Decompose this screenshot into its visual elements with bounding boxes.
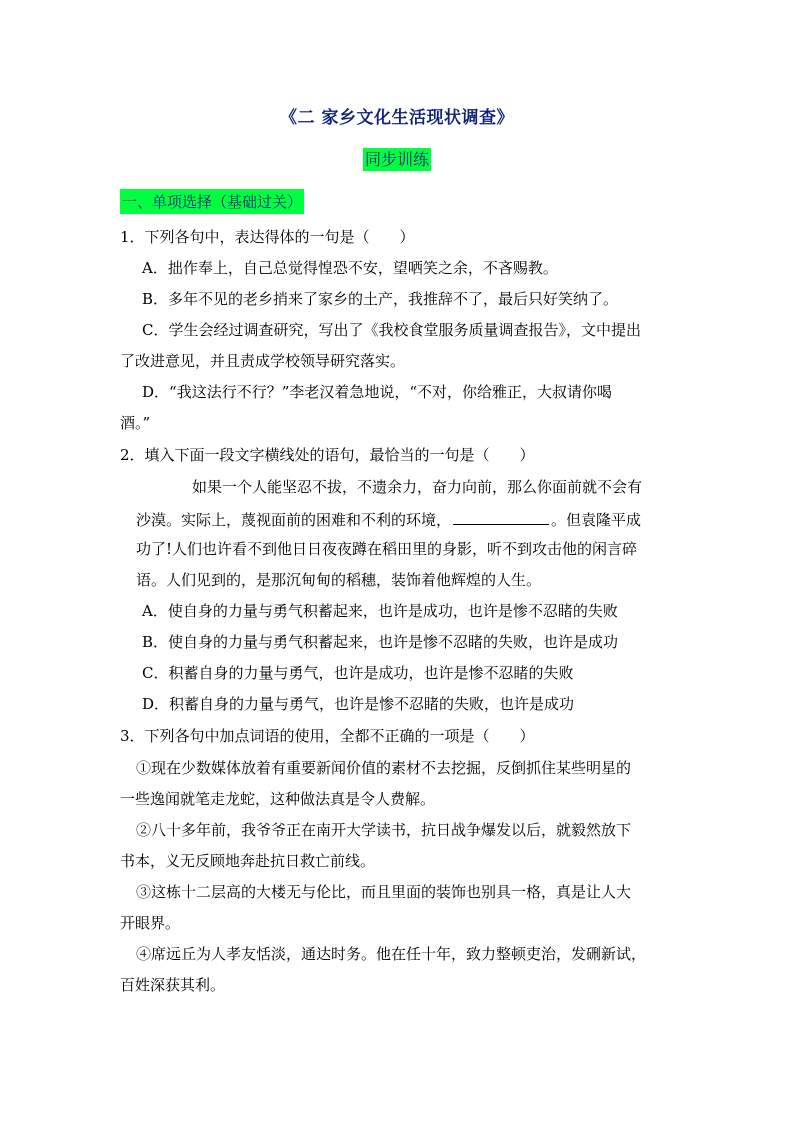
q1-stem: 1．下列各句中，表达得体的一句是（ ） bbox=[120, 228, 415, 246]
q2-option-c: C．积蓄自身的力量与勇气，也许是成功，也许是惨不忍睹的失败 bbox=[142, 664, 574, 682]
q2-passage-line-1: 如果一个人能坚忍不拔，不遗余力，奋力向前，那么你面前就不会有 bbox=[192, 478, 643, 496]
q1-option-a: A．拙作奉上，自己总觉得惶恐不安，望哂笑之余，不吝赐教。 bbox=[142, 259, 558, 277]
q1-option-d-cont: 酒。” bbox=[120, 414, 151, 432]
q1-option-d: D．“我这法行不行？”李老汉着急地说，“不对，你给雅正，大叔请你喝 bbox=[142, 383, 613, 401]
q2-stem: 2．填入下面一段文字横线处的语句，最恰当的一句是（ ） bbox=[120, 446, 535, 464]
q1-option-c-cont: 了改进意见，并且责成学校领导研究落实。 bbox=[120, 352, 406, 370]
q2-passage-line-2-a: 沙漠。实际上，蔑视面前的困难和不利的环境， bbox=[136, 511, 452, 529]
q1-option-b: B．多年不见的老乡捎来了家乡的土产，我推辞不了，最后只好笑纳了。 bbox=[142, 290, 619, 308]
q2-option-b: B．使自身的力量与勇气积蓄起来，也许是惨不忍睹的失败，也许是成功 bbox=[142, 633, 619, 651]
subtitle-wrap bbox=[0, 147, 794, 170]
q1-option-c: C．学生会经过调查研究，写出了《我校食堂服务质量调查报告》，文中提出 bbox=[142, 321, 641, 339]
q3-sentence-1-cont: 一些逸闻就笔走龙蛇，这种做法真是令人费解。 bbox=[120, 790, 436, 808]
q2-passage-line-4: 语。人们见到的，是那沉甸甸的稻穗，装饰着他辉煌的人生。 bbox=[136, 571, 542, 589]
document-title: 《二 家乡文化生活现状调查》 bbox=[280, 108, 514, 128]
q3-sentence-3-cont: 开眼界。 bbox=[120, 914, 181, 932]
q3-sentence-4: ④席远丘为人孝友恬淡，通达时务。他在任十年，致力整顿吏治，发硎新试， bbox=[136, 945, 647, 963]
subtitle: 同步训练 bbox=[364, 150, 429, 169]
q3-sentence-2: ②八十多年前，我爷爷正在南开大学读书，抗日战争爆发以后，就毅然放下 bbox=[136, 821, 632, 839]
q2-passage-line-2-b: 。但袁隆平成 bbox=[551, 511, 642, 529]
q2-passage-line-3: 功了!人们也许看不到他日日夜夜蹲在稻田里的身影，听不到攻击他的闲言碎 bbox=[136, 540, 638, 558]
q3-sentence-3: ③这栋十二层高的大楼无与伦比，而且里面的装饰也别具一格，真是让人大 bbox=[136, 883, 632, 901]
section-heading: 一、单项选择（基础过关） bbox=[120, 189, 304, 214]
q2-passage-line-2 bbox=[136, 508, 641, 530]
q3-sentence-1: ①现在少数媒体放着有重要新闻价值的素材不去挖掘，反倒抓住某些明星的 bbox=[136, 759, 632, 777]
q3-sentence-4-cont: 百姓深获其利。 bbox=[120, 976, 226, 994]
q2-option-a: A．使自身的力量与勇气积蓄起来，也许是成功，也许是惨不忍睹的失败 bbox=[142, 602, 618, 620]
q2-option-d: D．积蓄自身的力量与勇气，也许是惨不忍睹的失败，也许是成功 bbox=[142, 695, 575, 713]
q3-stem: 3．下列各句中加点词语的使用，全都不正确的一项是（ ） bbox=[120, 727, 535, 745]
answer-blank bbox=[453, 508, 549, 525]
q3-sentence-2-cont: 书本，义无反顾地奔赴抗日救亡前线。 bbox=[120, 852, 376, 870]
